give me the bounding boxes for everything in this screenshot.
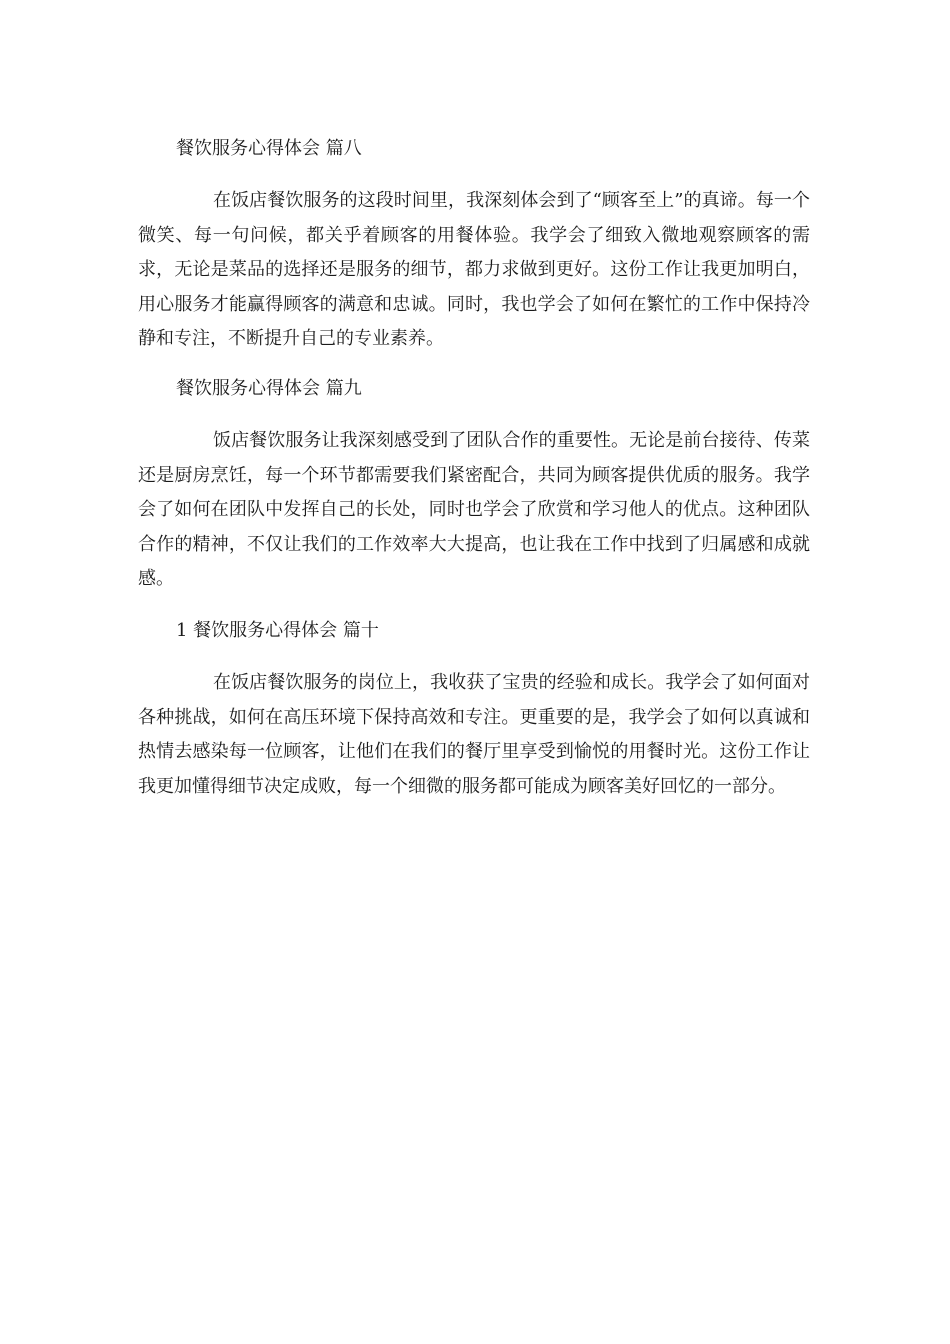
section-heading-9: 餐饮服务心得体会 篇九 xyxy=(176,378,362,399)
section-heading-8: 餐饮服务心得体会 篇八 xyxy=(176,138,362,159)
section-body-10: 在饭店餐饮服务的岗位上，我收获了宝贵的经验和成长。我学会了如何面对各种挑战，如何在高压环境下保持高效和专注。更重要的是，我学会了如何以真诚和热情去感染每一位顾客，让他们在我们的餐厅里享受到愉悦的用餐时光。这份工作让我更加懂得细节决定成败，每一个细微的服务都可能成为顾客美好回忆的一部分。 xyxy=(138,672,810,797)
section-heading-10: 1 餐饮服务心得体会 篇十 xyxy=(176,620,379,641)
section-body-8: 在饭店餐饮服务的这段时间里，我深刻体会到了“顾客至上”的真谛。每一个微笑、每一句问候，都关乎着顾客的用餐体验。我学会了细致入微地观察顾客的需求，无论是菜品的选择还是服务的细节，都力求做到更好。这份工作让我更加明白，用心服务才能赢得顾客的满意和忠诚。同时，我也学会了如何在繁忙的工作中保持冷静和专注，不断提升自己的专业素养。 xyxy=(138,190,810,350)
section-body-9: 饭店餐饮服务让我深刻感受到了团队合作的重要性。无论是前台接待、传菜还是厨房烹饪，每一个环节都需要我们紧密配合，共同为顾客提供优质的服务。我学会了如何在团队中发挥自己的长处，同时也学会了欣赏和学习他人的优点。这种团队合作的精神，不仅让我们的工作效率大大提高，也让我在工作中找到了归属感和成就感。 xyxy=(138,430,810,590)
